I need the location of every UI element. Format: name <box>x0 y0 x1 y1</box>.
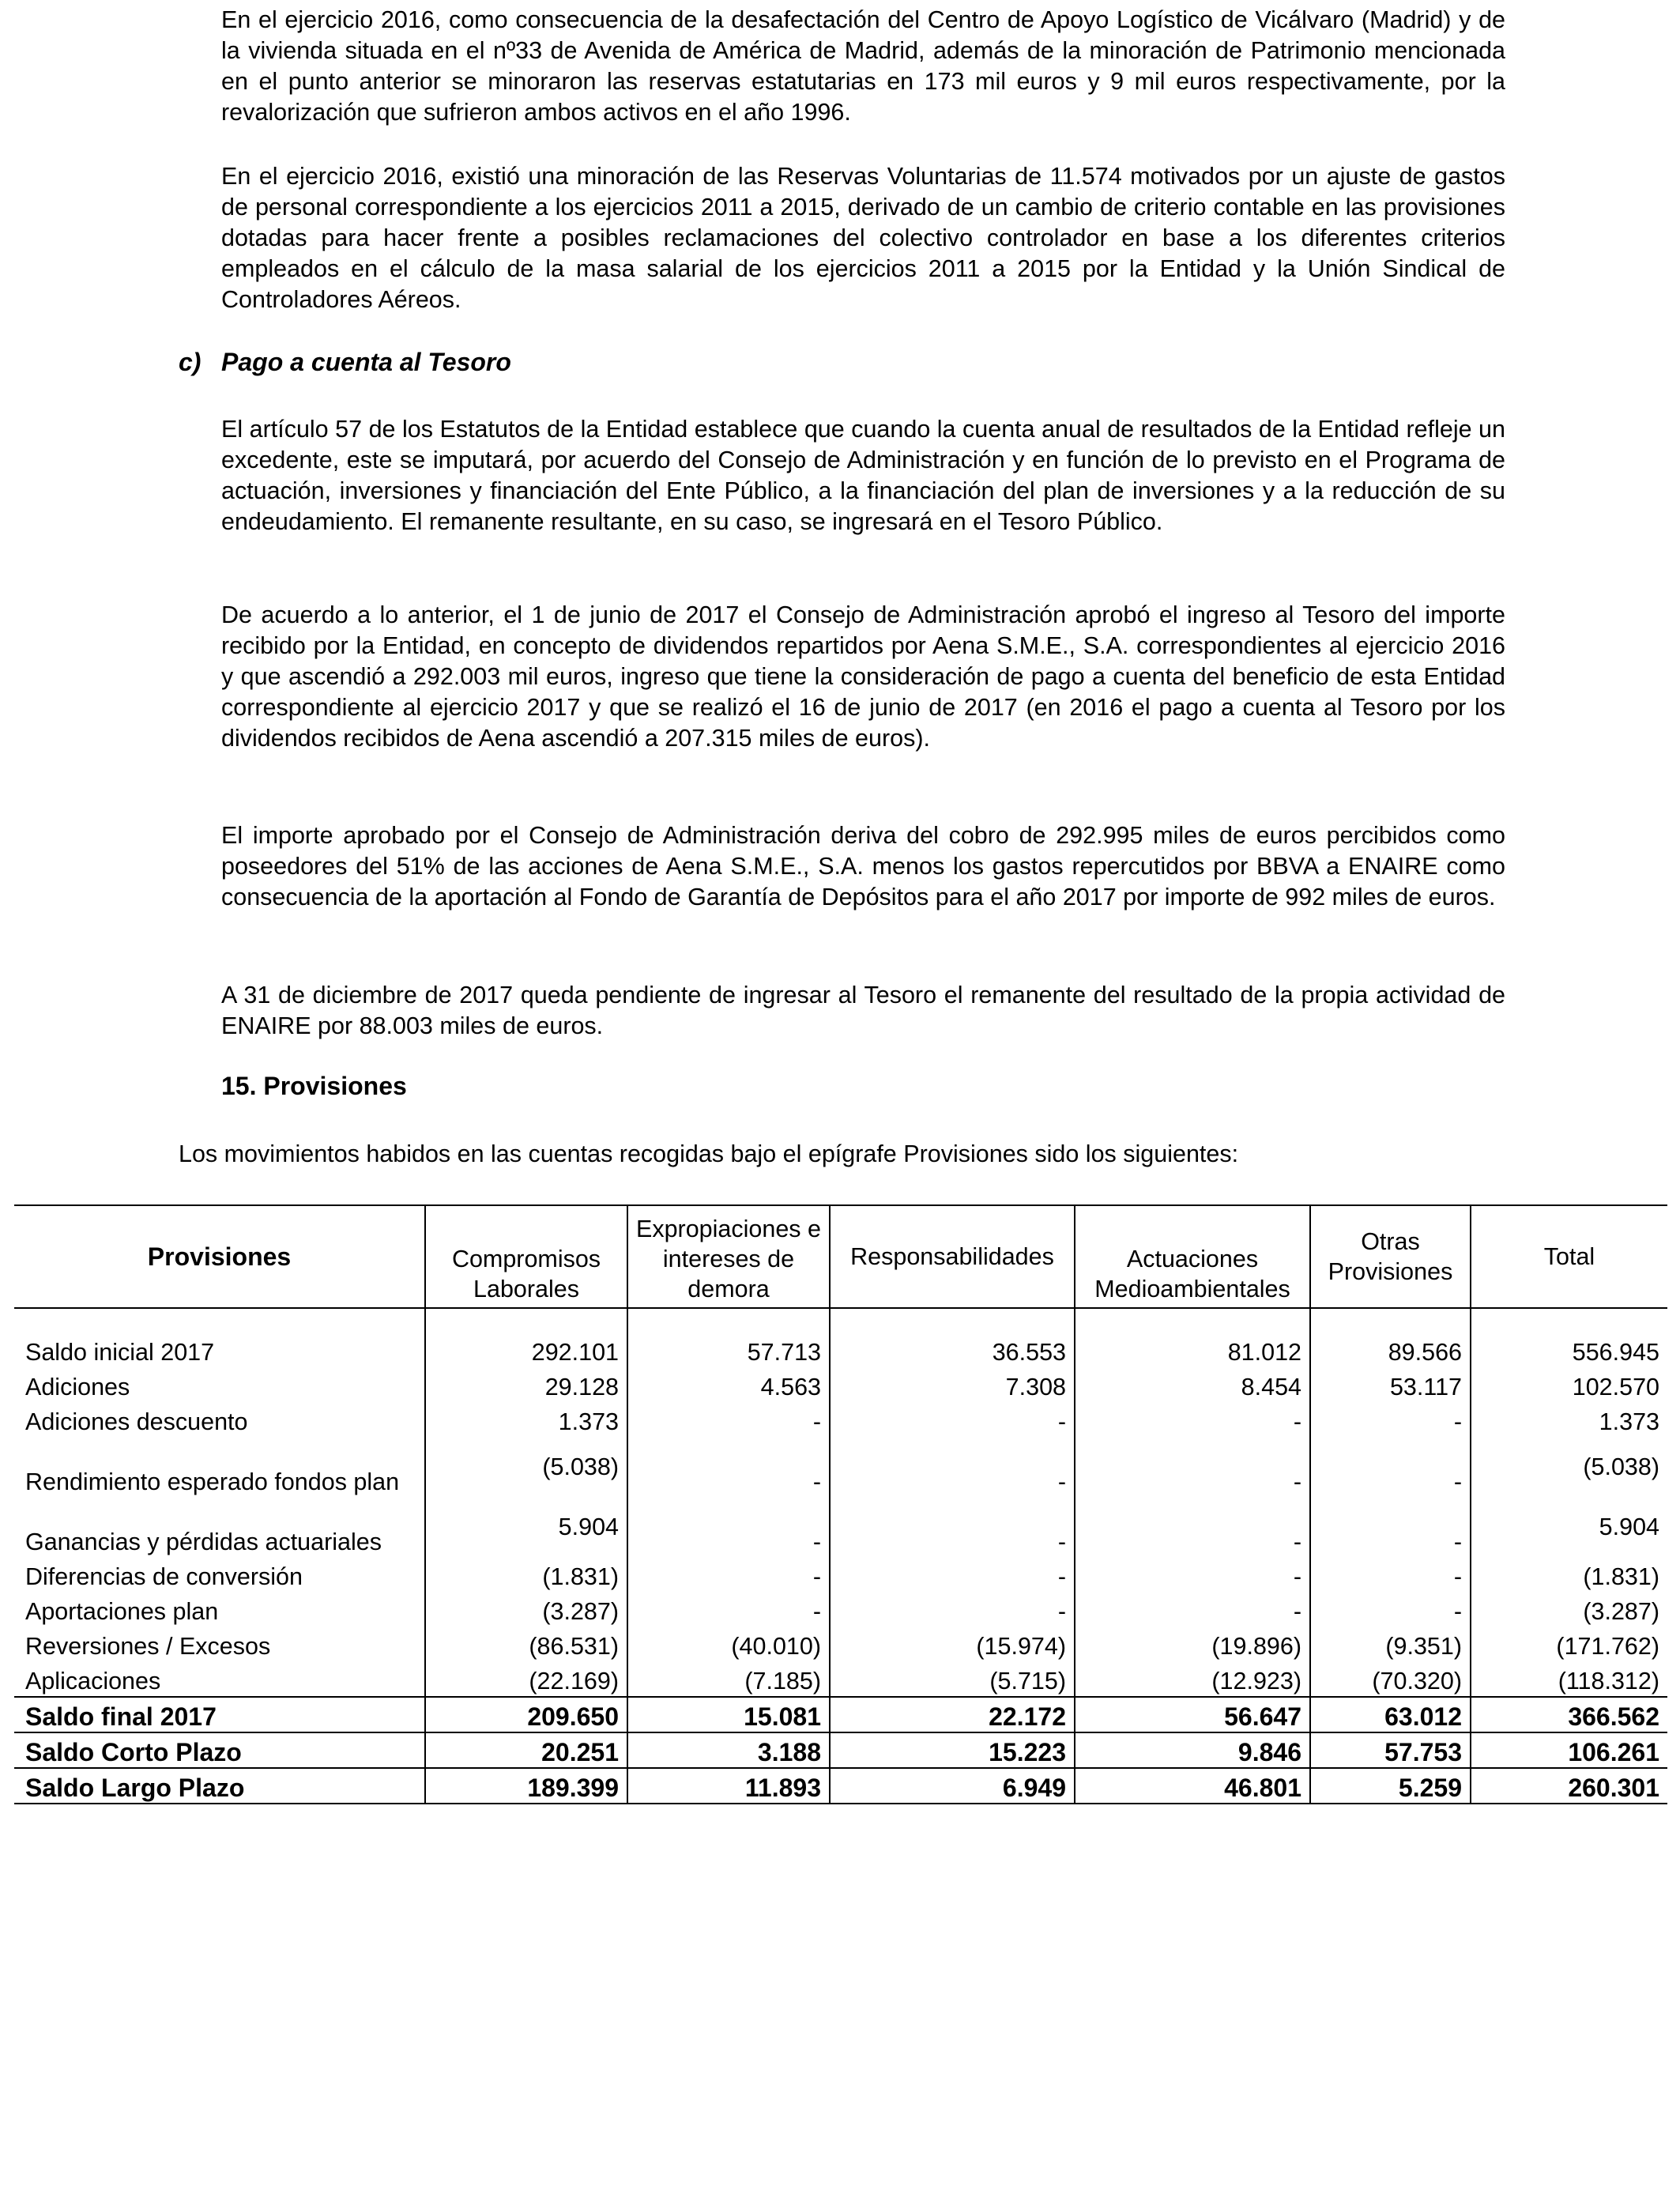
cell-value: 102.570 <box>1572 1374 1659 1400</box>
table-total-row <box>14 1732 1667 1768</box>
table-row <box>14 1367 1667 1402</box>
cell-value: 556.945 <box>1572 1339 1659 1366</box>
cell-value: 5.904 <box>425 1497 627 1557</box>
cell-value: (118.312) <box>1558 1668 1659 1695</box>
cell-value: - <box>1310 1497 1471 1557</box>
cell-value: 53.117 <box>1310 1367 1471 1402</box>
cell-value: 81.012 <box>1075 1333 1310 1367</box>
total-value: 57.753 <box>1310 1732 1471 1768</box>
total-value: 15.223 <box>830 1732 1075 1768</box>
total-value: 20.251 <box>425 1732 627 1768</box>
cell-value: (5.715) <box>830 1661 1075 1697</box>
total-value: 3.188 <box>627 1732 830 1768</box>
table-total-row <box>14 1768 1667 1804</box>
total-value: 6.949 <box>830 1768 1075 1804</box>
row-label: Adiciones descuento <box>14 1402 425 1437</box>
cell-value: - <box>830 1437 1075 1497</box>
cell-value: - <box>1075 1497 1310 1557</box>
cell-value: 1.373 <box>1599 1408 1659 1435</box>
cell-value: (171.762) <box>1556 1633 1659 1660</box>
cell-value: 5.904 <box>1599 1514 1659 1540</box>
total-value: 209.650 <box>425 1697 627 1732</box>
row-label: Saldo inicial 2017 <box>14 1333 425 1367</box>
total-value: 106.261 <box>1471 1732 1667 1768</box>
cell-value: - <box>1075 1402 1310 1437</box>
cell-value: - <box>1075 1592 1310 1627</box>
table-row <box>14 1437 1667 1497</box>
total-label: Saldo final 2017 <box>14 1697 425 1732</box>
header-provisiones: Provisiones <box>14 1205 425 1308</box>
total-label: Saldo Corto Plazo <box>14 1732 425 1768</box>
total-label: Saldo Largo Plazo <box>14 1768 425 1804</box>
cell-value: 89.566 <box>1310 1333 1471 1367</box>
cell-value: - <box>830 1592 1075 1627</box>
total-value: 15.081 <box>627 1697 830 1732</box>
header-total: Total <box>1471 1205 1667 1308</box>
cell-value: - <box>830 1497 1075 1557</box>
cell-value: (9.351) <box>1310 1627 1471 1661</box>
row-label: Diferencias de conversión <box>14 1557 425 1592</box>
cell-value: - <box>627 1402 830 1437</box>
total-value: 260.301 <box>1471 1768 1667 1804</box>
paragraph-importe-aprobado: El importe aprobado por el Consejo de Administración deriva del cobro de 292.995 miles de euros percibidos como poseedores del 51% de las acciones de Aena S.M.E., S.A. menos los gastos repercutidos por BBVA a ENAIRE como consecuencia de la aportación al Fondo de Garantía de Depósitos para el año 2017 por importe de 992 miles de euros. <box>221 822 1505 910</box>
header-otras-provisiones: Otras Provisiones <box>1310 1205 1471 1308</box>
cell-value: - <box>1310 1402 1471 1437</box>
cell-value: 7.308 <box>830 1367 1075 1402</box>
total-value: 189.399 <box>425 1768 627 1804</box>
cell-value: 36.553 <box>830 1333 1075 1367</box>
cell-value: - <box>627 1497 830 1557</box>
cell-value: 4.563 <box>627 1367 830 1402</box>
header-actuaciones-medioambientales: Actuaciones Medioambientales <box>1075 1205 1310 1308</box>
paragraph-reservas-voluntarias: En el ejercicio 2016, existió una minoración de las Reservas Voluntarias de 11.574 motivados por un ajuste de gastos de personal correspondiente a los ejercicios 2011 a 2015, derivado de un cambio de criterio contable en las provisiones dotadas para hacer frente a posibles reclamaciones del colectivo controlador en base a los diferentes criterios empleados en el cálculo de la masa salarial de los ejercicios 2011 a 2015 por la Entidad y la Unión Sindical de Controladores Aéreos. <box>221 163 1505 313</box>
table-row <box>14 1497 1667 1557</box>
cell-value: 8.454 <box>1075 1367 1310 1402</box>
row-label: Aportaciones plan <box>14 1592 425 1627</box>
table-row <box>14 1557 1667 1592</box>
table-spacer-row <box>14 1308 1667 1333</box>
cell-value: (3.287) <box>425 1592 627 1627</box>
total-value: 56.647 <box>1075 1697 1310 1732</box>
cell-value: 29.128 <box>425 1367 627 1402</box>
cell-value: (5.038) <box>425 1437 627 1497</box>
cell-value: (12.923) <box>1075 1661 1310 1697</box>
paragraph-articulo-57: El artículo 57 de los Estatutos de la Entidad establece que cuando la cuenta anual de resultados de la Entidad refleje un excedente, este se imputará, por acuerdo del Consejo de Administración y en función de lo previsto en el Programa de actuación, inversiones y financiación del Ente Público, a la financiación del plan de inversiones y a la reducción de su endeudamiento. El remanente resultante, en su caso, se ingresará en el Tesoro Público. <box>221 416 1505 535</box>
total-value: 63.012 <box>1310 1697 1471 1732</box>
row-label: Ganancias y pérdidas actuariales <box>14 1497 425 1557</box>
cell-value: - <box>1075 1557 1310 1592</box>
cell-value: (40.010) <box>627 1627 830 1661</box>
cell-value: 1.373 <box>425 1402 627 1437</box>
cell-value: (5.038) <box>1583 1453 1659 1480</box>
row-label: Rendimiento esperado fondos plan <box>14 1437 425 1497</box>
table-row <box>14 1661 1667 1697</box>
cell-value: 57.713 <box>627 1333 830 1367</box>
total-value: 22.172 <box>830 1697 1075 1732</box>
total-value: 366.562 <box>1471 1697 1667 1732</box>
total-value: 46.801 <box>1075 1768 1310 1804</box>
cell-value: (19.896) <box>1075 1627 1310 1661</box>
cell-value: - <box>1310 1592 1471 1627</box>
total-value: 9.846 <box>1075 1732 1310 1768</box>
header-compromisos-laborales: Compromisos Laborales <box>425 1205 627 1308</box>
cell-value: (3.287) <box>1583 1598 1659 1625</box>
row-label: Adiciones <box>14 1367 425 1402</box>
cell-value: - <box>627 1557 830 1592</box>
cell-value: (1.831) <box>1583 1563 1659 1590</box>
cell-value: - <box>1310 1437 1471 1497</box>
total-value: 11.893 <box>627 1768 830 1804</box>
section-c-heading <box>179 348 511 377</box>
row-label: Reversiones / Excesos <box>14 1627 425 1661</box>
cell-value: (15.974) <box>830 1627 1075 1661</box>
cell-value: - <box>1310 1557 1471 1592</box>
table-row <box>14 1333 1667 1367</box>
table-total-row <box>14 1697 1667 1732</box>
cell-value: - <box>830 1557 1075 1592</box>
header-responsabilidades: Responsabilidades <box>830 1205 1075 1308</box>
table-row <box>14 1402 1667 1437</box>
cell-value: (70.320) <box>1310 1661 1471 1697</box>
section-c-marker: c) <box>179 348 202 376</box>
provisiones-table <box>14 1204 1667 1804</box>
cell-value: (22.169) <box>425 1661 627 1697</box>
cell-value: (86.531) <box>425 1627 627 1661</box>
paragraph-reservas-estatutarias: En el ejercicio 2016, como consecuencia de la desafectación del Centro de Apoyo Logístico de Vicálvaro (Madrid) y de la vivienda situada en el nº33 de Avenida de América de Madrid, además de la minoración de Patrimonio mencionada en el punto anterior se minoraron las reservas estatutarias en 173 mil euros y 9 mil euros respectivamente, por la revalorización que sufrieron ambos activos en el año 1996. <box>221 6 1505 126</box>
cell-value: - <box>830 1402 1075 1437</box>
section-c-title: Pago a cuenta al Tesoro <box>221 348 511 376</box>
total-value: 5.259 <box>1310 1768 1471 1804</box>
cell-value: - <box>627 1592 830 1627</box>
cell-value: - <box>1075 1437 1310 1497</box>
cell-value: 292.101 <box>425 1333 627 1367</box>
section-15-heading: 15. Provisiones <box>221 1072 407 1100</box>
table-header-row <box>14 1205 1667 1308</box>
paragraph-pendiente-ingresar: A 31 de diciembre de 2017 queda pendiente de ingresar al Tesoro el remanente del resultado de la propia actividad de ENAIRE por 88.003 miles de euros. <box>221 982 1505 1039</box>
table-row <box>14 1627 1667 1661</box>
section-15-intro: Los movimientos habidos en las cuentas recogidas bajo el epígrafe Provisiones sido los siguientes: <box>179 1140 1239 1167</box>
header-expropiaciones: Expropiaciones e intereses de demora <box>627 1205 830 1308</box>
cell-value: (1.831) <box>425 1557 627 1592</box>
table-row <box>14 1592 1667 1627</box>
cell-value: - <box>627 1437 830 1497</box>
paragraph-ingreso-tesoro: De acuerdo a lo anterior, el 1 de junio de 2017 el Consejo de Administración aprobó el ingreso al Tesoro del importe recibido por la Entidad, en concepto de dividendos repartidos por Aena S.M.E., S.A. correspondientes al ejercicio 2016 y que ascendió a 292.003 mil euros, ingreso que tiene la consideración de pago a cuenta del beneficio de esta Entidad correspondiente al ejercicio 2017 y que se realizó el 16 de junio de 2017 (en 2016 el pago a cuenta al Tesoro por los dividendos recibidos de Aena ascendió a 207.315 miles de euros). <box>221 601 1505 752</box>
row-label: Aplicaciones <box>14 1661 425 1697</box>
cell-value: (7.185) <box>627 1661 830 1697</box>
